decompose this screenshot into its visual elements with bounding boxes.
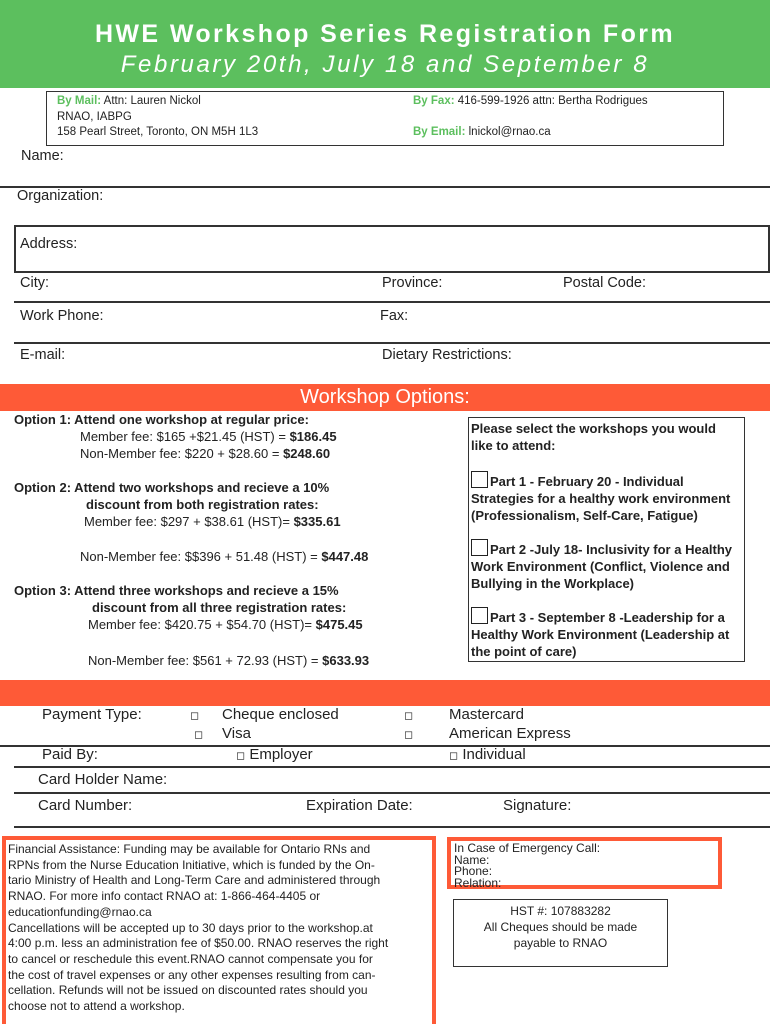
form-title: HWE Workshop Series Registration Form	[94, 20, 676, 48]
part2-option[interactable]	[471, 539, 740, 592]
email-contact	[413, 125, 551, 141]
option2-member: Member fee: $297 + $38.61 (HST)= $335.61	[84, 514, 341, 529]
mastercard-checkbox[interactable]: ◻	[404, 710, 414, 722]
part3-option[interactable]	[471, 607, 740, 660]
option3-heading-2: discount from all three registration rates:	[92, 600, 347, 615]
visa-label: Visa	[222, 725, 251, 742]
workshop-options-header	[0, 384, 770, 411]
individual-option[interactable]	[449, 746, 526, 763]
paid-by-line	[14, 766, 770, 768]
mail-label: By Mail:	[57, 95, 102, 107]
individual-checkbox[interactable]: ◻	[449, 750, 459, 762]
payment-type-line	[0, 745, 770, 747]
mail-address	[57, 94, 258, 141]
option1-nonmember: Non-Member fee: $220 + $28.60 = $248.60	[80, 446, 331, 461]
payment-type-label: Payment Type:	[42, 706, 142, 723]
city-label: City:	[20, 275, 49, 291]
option3-member: Member fee: $420.75 + $54.70 (HST)= $475.45	[88, 617, 363, 632]
mail-line-2: RNAO, IABPG	[57, 110, 132, 123]
cheques-line-1: All Cheques should be made	[483, 920, 638, 934]
workshop-selection-box	[468, 417, 745, 662]
city-field-line[interactable]	[14, 301, 770, 303]
mastercard-label: Mastercard	[449, 706, 525, 723]
card-number-line[interactable]	[14, 826, 770, 828]
email-value[interactable]: lnickol@rnao.ca	[468, 126, 551, 138]
fax-label: By Fax:	[413, 95, 455, 107]
financial-assistance-text: Financial Assistance: Funding may be available for Ontario RNs and RPNs from the Nurse Education Initiative, which is funded by the On- tario Ministry of Health and Long-Term Care and administered through RNAO. For more info contact RNAO at: 1-866-464-4405 or educationfunding@rnao.ca Cancellations will be accepted up to 30 days prior to the workshop.at 4:00 p.m. less an administration fee of $50.00. RNAO reserves the right to cancel or reschedule this event.RNAO cannot compensate you for the cost of travel expenses or any other expenses resulting from can- cellation. Refunds will not be issued on discounted rates should you choose not to attend a workshop.	[8, 842, 389, 1014]
amex-checkbox[interactable]: ◻	[404, 729, 414, 741]
individual-label: Individual	[462, 746, 526, 763]
workshop-options-title: Workshop Options:	[300, 386, 470, 408]
visa-checkbox[interactable]: ◻	[194, 729, 204, 741]
option2-nonmember: Non-Member fee: $$396 + 51.48 (HST) = $447.48	[80, 549, 369, 564]
fax-contact	[413, 94, 648, 110]
dietary-label: Dietary Restrictions:	[382, 347, 512, 363]
hst-number: HST #: 107883282	[510, 904, 611, 918]
option2-heading: Option 2: Attend two workshops and recieve a 10%	[14, 480, 330, 495]
signature-label: Signature:	[503, 797, 572, 814]
cheque-label: Cheque enclosed	[222, 706, 339, 723]
emergency-contact-text: In Case of Emergency Call: Name: Phone: Relation:	[454, 841, 601, 890]
financial-assistance-box	[2, 836, 436, 1024]
organization-label: Organization:	[17, 188, 104, 204]
option3-nonmember: Non-Member fee: $561 + 72.93 (HST) = $633.93	[88, 653, 370, 668]
cheque-checkbox[interactable]: ◻	[190, 710, 200, 722]
part1-option[interactable]	[471, 471, 740, 524]
select-prompt: Please select the workshops you would like to attend:	[471, 421, 716, 453]
option3-heading: Option 3: Attend three workshops and recieve a 15%	[14, 583, 339, 598]
organization-field-line[interactable]	[14, 225, 770, 227]
paid-by-label: Paid By:	[42, 746, 98, 763]
email-label: By Email:	[413, 126, 466, 138]
postal-code-label: Postal Code:	[563, 275, 647, 291]
emergency-contact-box	[447, 837, 722, 889]
mail-line-1: Attn: Lauren Nickol	[103, 95, 201, 107]
phone-field-line[interactable]	[14, 342, 770, 344]
contact-box	[46, 91, 724, 146]
cheques-line-2: payable to RNAO	[513, 936, 608, 950]
card-holder-line[interactable]	[14, 792, 770, 794]
fax-field-label: Fax:	[380, 308, 409, 324]
address-field-line[interactable]	[14, 271, 770, 273]
email-field-label: E-mail:	[20, 347, 66, 363]
employer-checkbox[interactable]: ◻	[236, 750, 246, 762]
option1-heading: Option 1: Attend one workshop at regular price:	[14, 412, 309, 427]
amex-label: American Express	[449, 725, 571, 742]
form-subtitle: February 20th, July 18 and September 8	[120, 51, 650, 78]
option1-member: Member fee: $165 +$21.45 (HST) = $186.45	[80, 429, 337, 444]
card-holder-label: Card Holder Name:	[38, 771, 168, 788]
part1-label: Part 1 - February 20 - Individual Strategies for a healthy work environment (Professionalism, Self-Care, Fatigue)	[471, 474, 731, 523]
part2-label: Part 2 -July 18- Inclusivity for a Healthy Work Environment (Conflict, Violence and Bullying in the Workplace)	[471, 542, 733, 591]
part3-label: Part 3 - September 8 -Leadership for a Healthy Work Environment (Leadership at the point of care)	[471, 610, 730, 659]
employer-label: Employer	[249, 746, 313, 763]
address-label: Address:	[20, 236, 78, 252]
hst-box	[453, 899, 668, 967]
card-number-label: Card Number:	[38, 797, 133, 814]
name-label: Name:	[21, 148, 64, 164]
address-box-left	[14, 226, 16, 272]
fax-value: 416-599-1926 attn: Bertha Rodrigues	[457, 95, 648, 107]
part2-checkbox[interactable]	[471, 539, 488, 556]
mail-line-3: 158 Pearl Street, Toronto, ON M5H 1L3	[57, 126, 259, 138]
form-header	[0, 0, 770, 88]
name-field-line[interactable]	[0, 186, 770, 188]
option2-heading-2: discount from both registration rates:	[86, 497, 319, 512]
part3-checkbox[interactable]	[471, 607, 488, 624]
part1-checkbox[interactable]	[471, 471, 488, 488]
province-label: Province:	[382, 275, 443, 291]
expiration-label: Expiration Date:	[306, 797, 413, 814]
payment-header-bar	[0, 680, 770, 706]
work-phone-label: Work Phone:	[20, 308, 104, 324]
employer-option[interactable]	[236, 746, 313, 763]
